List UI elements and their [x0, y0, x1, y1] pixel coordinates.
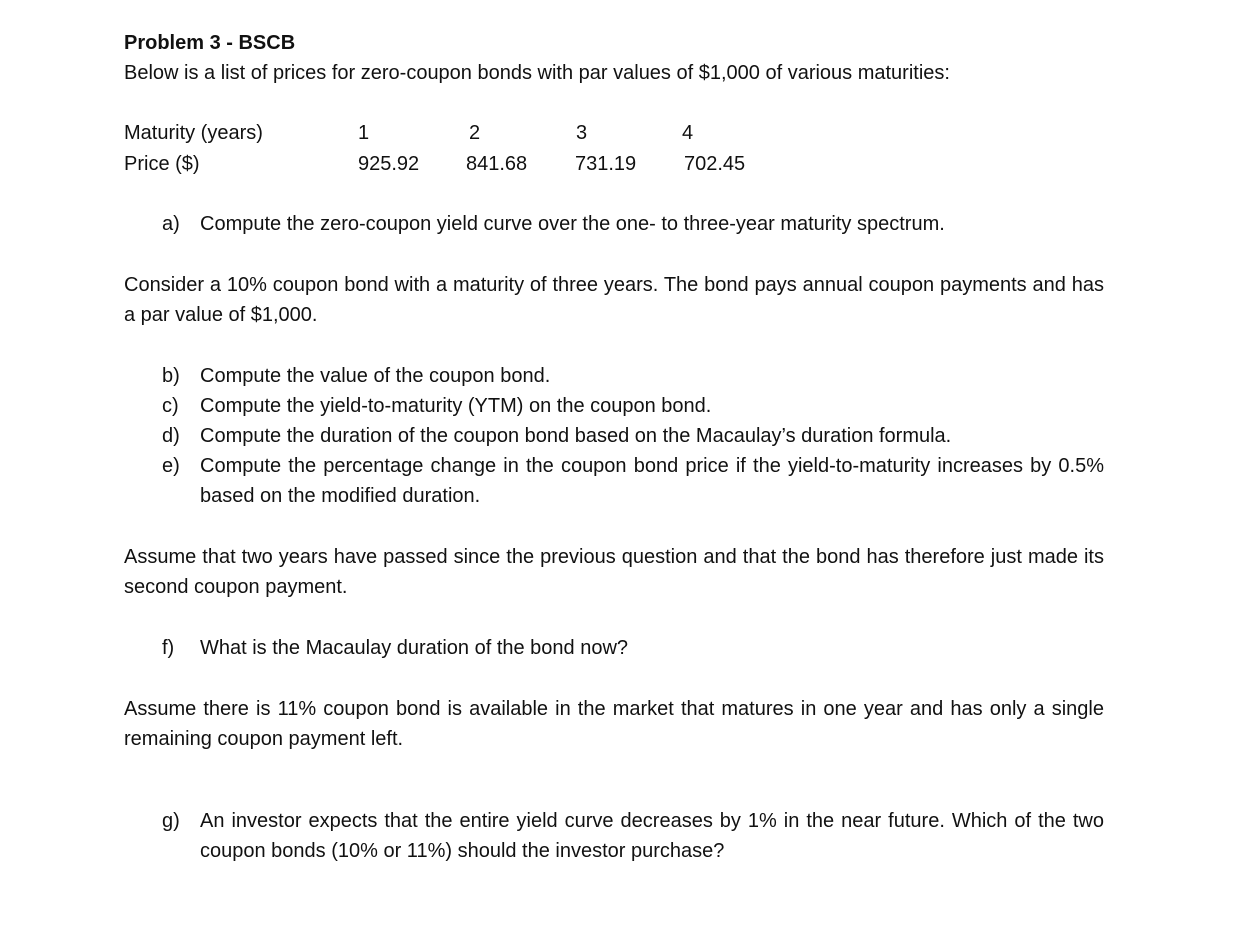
question-letter: a) [162, 213, 180, 235]
intro-text: Below is a list of prices for zero-coupon bonds with par values of $1,000 of various maturities: [124, 62, 950, 84]
question-b [124, 361, 1104, 391]
two-years-paragraph: Assume that two years have passed since the previous question and that the bond has therefore just made its second coupon payment. [124, 546, 1104, 598]
price-cell: 702.45 [684, 153, 746, 175]
question-text: Compute the zero-coupon yield curve over the one- to three-year maturity spectrum. [200, 213, 945, 235]
question-letter: b) [162, 365, 180, 387]
maturity-cell: 1 [358, 122, 370, 144]
question-text: Compute the duration of the coupon bond based on the Macaulay’s duration formula. [200, 425, 952, 447]
price-label: Price ($) [124, 153, 200, 175]
question-list-f [124, 633, 1104, 663]
maturity-cell: 3 [576, 122, 588, 144]
question-text: An investor expects that the entire yield curve decreases by 1% in the near future. Which of the two coupon bonds (10% or 11%) should the investor purchase? [200, 810, 1104, 862]
coupon-bond-paragraph: Consider a 10% coupon bond with a maturity of three years. The bond pays annual coupon payments and has a par value of $1,000. [124, 274, 1104, 326]
maturity-label: Maturity (years) [124, 122, 263, 144]
question-text: Compute the percentage change in the coupon bond price if the yield-to-maturity increases by 0.5% based on the modified duration. [200, 455, 1104, 507]
question-d [124, 421, 1104, 451]
question-letter: f) [162, 637, 175, 659]
eleven-percent-paragraph: Assume there is 11% coupon bond is available in the market that matures in one year and has only a single remaining coupon payment left. [124, 698, 1104, 750]
question-a [124, 209, 1104, 239]
question-list-b-e [124, 361, 1104, 511]
question-letter: g) [162, 810, 180, 832]
question-e [124, 451, 1104, 511]
problem-title: Problem 3 - BSCB [124, 32, 296, 54]
maturity-cell: 4 [682, 122, 694, 144]
question-f [124, 633, 1104, 663]
question-text: What is the Macaulay duration of the bond now? [200, 637, 629, 659]
question-c [124, 391, 1104, 421]
price-cell: 925.92 [358, 153, 420, 175]
question-letter: d) [162, 425, 180, 447]
price-row [124, 149, 1104, 180]
price-cell: 731.19 [575, 153, 637, 175]
question-letter: c) [162, 395, 179, 417]
question-list-g [124, 806, 1104, 866]
question-text: Compute the value of the coupon bond. [200, 365, 551, 387]
question-text: Compute the yield-to-maturity (YTM) on the coupon bond. [200, 395, 712, 417]
question-g [124, 806, 1104, 866]
price-cell: 841.68 [466, 153, 528, 175]
question-list-a [124, 209, 1104, 239]
document-page [124, 28, 1104, 866]
maturity-row [124, 118, 1104, 149]
question-letter: e) [162, 455, 180, 477]
zero-coupon-price-table [124, 118, 1104, 180]
maturity-cell: 2 [469, 122, 481, 144]
